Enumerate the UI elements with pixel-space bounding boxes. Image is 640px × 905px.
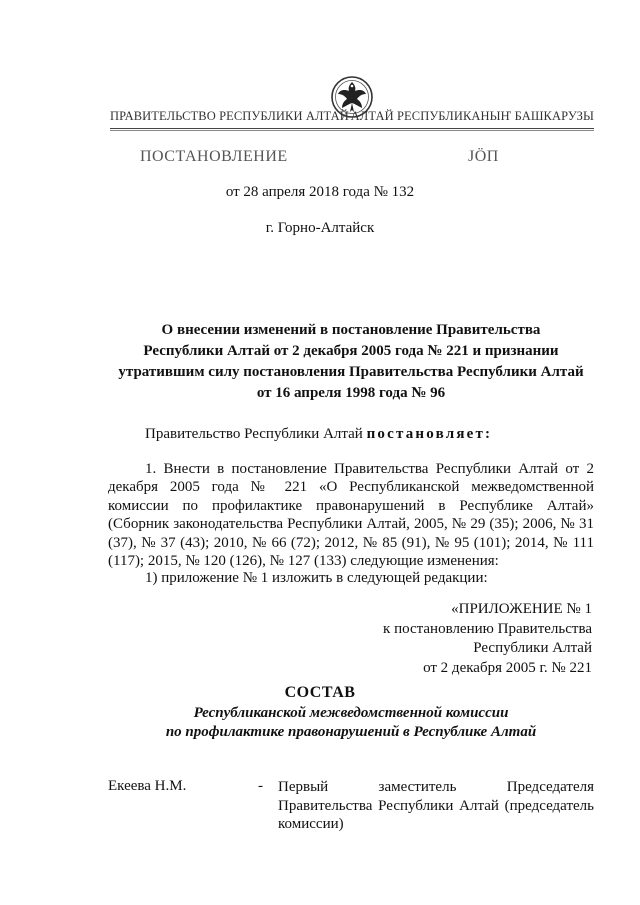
- composition-subtitle: [108, 704, 594, 742]
- composition-title: СОСТАВ: [284, 684, 356, 701]
- member-name: Екеева Н.М.: [108, 778, 187, 794]
- appendix-line: «ПРИЛОЖЕНИЕ № 1: [451, 601, 592, 617]
- intro-statement: [145, 426, 492, 443]
- item-1: 1) приложение № 1 изложить в следующей редакции:: [145, 570, 488, 586]
- subtitle-line: по профилактике правонарушений в Республике Алтай: [165, 724, 537, 740]
- decree-label-alt: ЈӦП: [468, 148, 499, 165]
- government-name-ru: ПРАВИТЕЛЬСТВО РЕСПУБЛИКИ АЛТАЙ: [110, 109, 349, 123]
- decree-title: [108, 320, 594, 404]
- appendix-line: к постановлению Правительства: [383, 620, 592, 637]
- appendix-line: Республики Алтай: [473, 640, 592, 656]
- member-role: Первый заместитель Председателя Правительства Республики Алтай (председатель комиссии): [278, 779, 594, 832]
- intro-text: Правительство Республики Алтай: [145, 426, 367, 442]
- header-rule: [110, 128, 594, 129]
- appendix-line: от 2 декабря 2005 г. № 221: [423, 659, 592, 676]
- appendix-heading: [383, 600, 592, 678]
- intro-resolves: постановляет:: [366, 426, 493, 442]
- decree-city: г. Горно-Алтайск: [265, 220, 375, 236]
- subtitle-line: Республиканской межведомственной комиссии: [193, 705, 509, 721]
- decree-label-ru: ПОСТАНОВЛЕНИЕ: [140, 148, 288, 165]
- government-name-alt: АЛТАЙ РЕСПУБЛИКАНЫҤ БАШКАРУЗЫ: [350, 109, 594, 123]
- title-line: О внесении изменений в постановление Правительства: [161, 322, 541, 338]
- decree-date-number: от 28 апреля 2018 года № 132: [225, 184, 415, 200]
- title-line: от 16 апреля 1998 года № 96: [256, 385, 446, 401]
- title-line: Республики Алтай от 2 декабря 2005 года № 221 и признании: [143, 343, 559, 359]
- member-dash: -: [258, 778, 263, 794]
- paragraph-1: 1. Внести в постановление Правительства Республики Алтай от 2 декабря 2005 года № 221 «О Республиканской межведомственной комиссии по профилактике правонарушений в Республике Алтай» (Сборник законодательства Республики Алтай, 2005, № 29 (35); 2006, № 31 (37), № 37 (43); 2010, № 66 (72); 2012, № 85 (91), № 95 (101); 2014, № 111 (117); 2015, № 120 (126), № 127 (133) следующие изменения:: [108, 461, 594, 570]
- title-line: утратившим силу постановления Правительства Республики Алтай: [118, 364, 584, 380]
- header-rule-thin: [110, 130, 594, 131]
